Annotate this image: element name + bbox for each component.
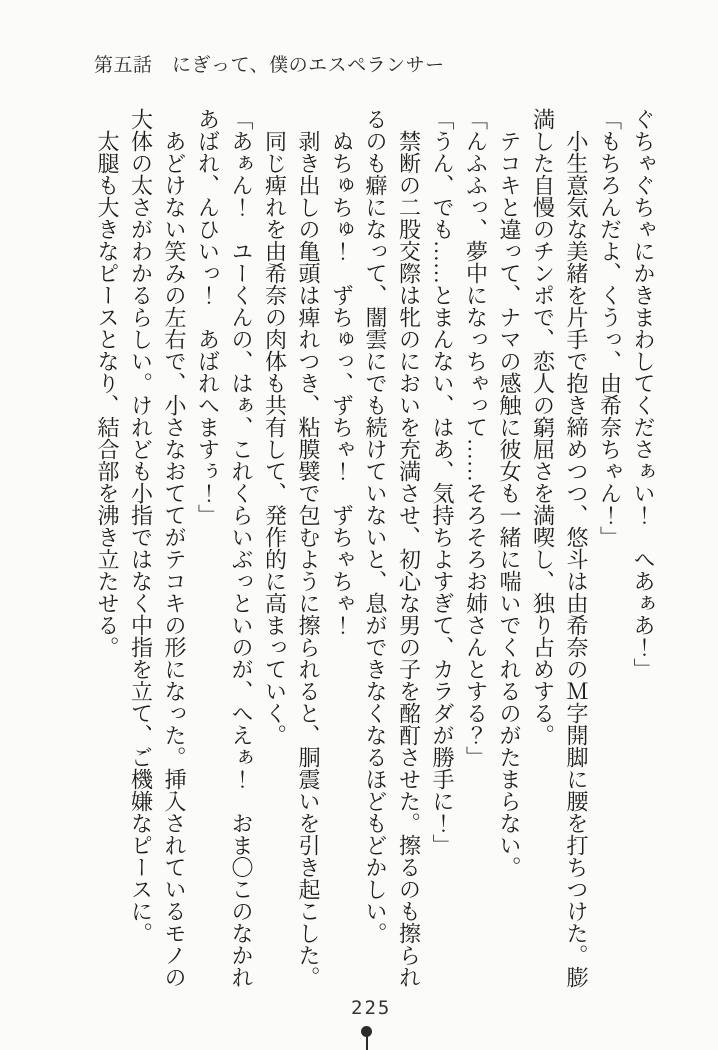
- text-line: 満した自慢のチンポで、恋人の窮屈さを満喫し、独り占めする。: [530, 108, 556, 746]
- text-line: 禁断の二股交際は牝のにおいを充満させ、初心な男の子を酩酊させた。擦るのも擦られ: [396, 108, 422, 988]
- text-line: ぐちゃぐちゃにかきまわしてくださぁい！ へあぁあ！」: [631, 108, 656, 680]
- text-line: 剥き出しの亀頭は痺れつき、粘膜襞で包むように擦られると、胴震いを引き起こした。: [296, 108, 321, 988]
- text-line: あばれ、んひいっ！ あばれへますぅ！」: [195, 108, 221, 526]
- text-line: 「うん、でも……とまんない、はあ、気持ちよすぎて、カラダが勝手に！」: [430, 108, 455, 856]
- text-line: 同じ痺れを由希奈の肉体も共有して、発作的に高まっていく。: [262, 108, 288, 746]
- text-line: 「んふふっ、夢中になっちゃって……そろそろお姉さんとする？」: [463, 108, 489, 768]
- text-line: 小生意気な美緒を片手で抱き締めつつ、悠斗は由希奈のＭ字開脚に腰を打ちつけた。膨: [564, 108, 589, 988]
- text-line: 「あぁん！ ユーくんの、はぁ、これくらいぶっといのが、へえぁ！ おま〇このなかれ: [229, 108, 254, 988]
- binding-stem-icon: [366, 1034, 368, 1050]
- page-number: 225: [351, 997, 392, 1019]
- body-text: [91, 108, 661, 1010]
- text-line: 大体の太さがわかるらしい。けれども小指ではなく中指を立て、ご機嫌なピースに。: [128, 108, 154, 944]
- text-line: テコキと違って、ナマの感触に彼女も一緒に喘いでくれるのがたまらない。: [497, 108, 522, 878]
- text-line: あどけない笑みの左右で、小さなおててがテコキの形になった。挿入されているモノの: [162, 108, 187, 988]
- text-line: ぬちゅちゅ！ ずちゅっ、ずちゃ！ ずちゃちゃ！: [329, 108, 355, 636]
- text-line: 太腿も大きなピースとなり、結合部を沸き立たせる。: [95, 108, 120, 658]
- text-line: るのも癖になって、闇雲にでも続けていないと、息ができなくなるほどもどかしい。: [363, 108, 388, 944]
- text-line: 「もちろんだよ、くうっ、由希奈ちゃん！」: [597, 108, 623, 548]
- chapter-header: 第五話 にぎって、僕のエスペランサー: [94, 55, 445, 76]
